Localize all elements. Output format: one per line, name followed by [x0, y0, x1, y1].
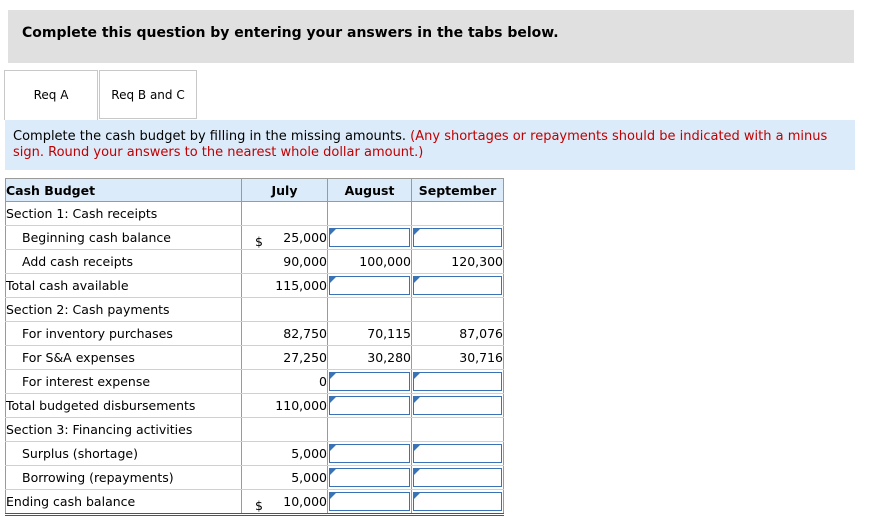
- table-row: [6, 250, 504, 274]
- cell-july: [242, 202, 328, 226]
- cell-value: 25,000: [283, 230, 327, 245]
- table-row: [6, 394, 504, 418]
- cell-september: [412, 298, 504, 322]
- answer-input-august[interactable]: [329, 396, 410, 415]
- cell-july: [242, 250, 328, 274]
- answer-input-august[interactable]: [329, 228, 410, 247]
- cell-july: [242, 418, 328, 442]
- cell-september: [412, 226, 504, 250]
- cell-value: 0: [319, 374, 327, 389]
- header-august: August: [328, 179, 412, 202]
- dollar-sign: $: [255, 234, 263, 249]
- cell-august: [328, 490, 412, 515]
- cell-august: [328, 202, 412, 226]
- tab-req-b-and-c[interactable]: Req B and C: [99, 70, 197, 119]
- answer-input-september[interactable]: [413, 396, 502, 415]
- table-row: [6, 490, 504, 515]
- row-label: Total cash available: [6, 274, 242, 298]
- row-label: Section 1: Cash receipts: [6, 202, 242, 226]
- table-row: [6, 202, 504, 226]
- answer-input-september[interactable]: [413, 468, 502, 487]
- cell-value: 70,115: [367, 326, 411, 341]
- answer-input-august[interactable]: [329, 276, 410, 295]
- header-september: September: [412, 179, 504, 202]
- answer-input-august[interactable]: [329, 492, 410, 511]
- row-label: Total budgeted disbursements: [6, 394, 242, 418]
- cell-july: [242, 346, 328, 370]
- cell-value: 90,000: [283, 254, 327, 269]
- cell-september: [412, 322, 504, 346]
- answer-input-august[interactable]: [329, 468, 410, 487]
- instructions-note: (Any shortages or repayments should be indicated with a minus sign. Round your answers to the nearest whole dollar amount.): [13, 129, 828, 160]
- cell-july: [242, 490, 328, 515]
- cell-august: [328, 370, 412, 394]
- row-label: Borrowing (repayments): [6, 466, 242, 490]
- cell-value: 100,000: [359, 254, 411, 269]
- dollar-sign: $: [255, 498, 263, 513]
- cell-value: 5,000: [291, 470, 327, 485]
- cell-august: [328, 418, 412, 442]
- table-row: [6, 442, 504, 466]
- row-label: Beginning cash balance: [6, 226, 242, 250]
- cell-value: 5,000: [291, 446, 327, 461]
- answer-input-september[interactable]: [413, 372, 502, 391]
- cell-july: [242, 226, 328, 250]
- cell-august: [328, 226, 412, 250]
- cell-july: [242, 466, 328, 490]
- cell-value: 27,250: [283, 350, 327, 365]
- table-row: [6, 418, 504, 442]
- table-header-row: [6, 179, 504, 202]
- cell-july: [242, 322, 328, 346]
- cash-budget-table: [5, 178, 504, 516]
- table-row: [6, 466, 504, 490]
- cell-july: [242, 370, 328, 394]
- cell-value: 115,000: [275, 278, 327, 293]
- cell-august: [328, 298, 412, 322]
- row-label: For interest expense: [6, 370, 242, 394]
- answer-input-september[interactable]: [413, 444, 502, 463]
- cell-july: [242, 298, 328, 322]
- cell-september: [412, 442, 504, 466]
- header-cash-budget: Cash Budget: [6, 179, 242, 202]
- row-label: Section 3: Financing activities: [6, 418, 242, 442]
- table-row: [6, 226, 504, 250]
- cell-september: [412, 466, 504, 490]
- answer-input-august[interactable]: [329, 444, 410, 463]
- answer-input-september[interactable]: [413, 492, 502, 511]
- cell-value: 110,000: [275, 398, 327, 413]
- cell-value: 10,000: [283, 494, 327, 509]
- row-label: Ending cash balance: [6, 490, 242, 515]
- instructions-panel: [5, 120, 855, 170]
- table-row: [6, 370, 504, 394]
- cell-august: [328, 394, 412, 418]
- question-banner: [8, 10, 854, 63]
- cell-july: [242, 442, 328, 466]
- cell-value: 87,076: [459, 326, 503, 341]
- header-july: July: [242, 179, 328, 202]
- cell-september: [412, 346, 504, 370]
- cell-july: [242, 394, 328, 418]
- cell-july: [242, 274, 328, 298]
- cell-value: 120,300: [451, 254, 503, 269]
- row-label: For S&A expenses: [6, 346, 242, 370]
- table-row: [6, 274, 504, 298]
- table-row: [6, 322, 504, 346]
- cell-september: [412, 490, 504, 515]
- tab-req-a[interactable]: Req A: [4, 70, 98, 120]
- cell-august: [328, 346, 412, 370]
- cell-august: [328, 466, 412, 490]
- cell-september: [412, 250, 504, 274]
- cell-august: [328, 274, 412, 298]
- cell-value: 30,716: [459, 350, 503, 365]
- cell-august: [328, 250, 412, 274]
- row-label: Add cash receipts: [6, 250, 242, 274]
- row-label: Surplus (shortage): [6, 442, 242, 466]
- table-row: [6, 346, 504, 370]
- cell-value: 30,280: [367, 350, 411, 365]
- instructions-main: Complete the cash budget by filling in the missing amounts.: [13, 129, 411, 144]
- cell-september: [412, 370, 504, 394]
- cell-september: [412, 274, 504, 298]
- cell-september: [412, 418, 504, 442]
- cell-september: [412, 394, 504, 418]
- banner-text: Complete this question by entering your answers in the tabs below.: [22, 25, 559, 41]
- answer-input-september[interactable]: [413, 276, 502, 295]
- answer-input-september[interactable]: [413, 228, 502, 247]
- cell-value: 82,750: [283, 326, 327, 341]
- row-label: Section 2: Cash payments: [6, 298, 242, 322]
- cell-august: [328, 322, 412, 346]
- table-row: [6, 298, 504, 322]
- cell-september: [412, 202, 504, 226]
- row-label: For inventory purchases: [6, 322, 242, 346]
- answer-input-august[interactable]: [329, 372, 410, 391]
- cell-august: [328, 442, 412, 466]
